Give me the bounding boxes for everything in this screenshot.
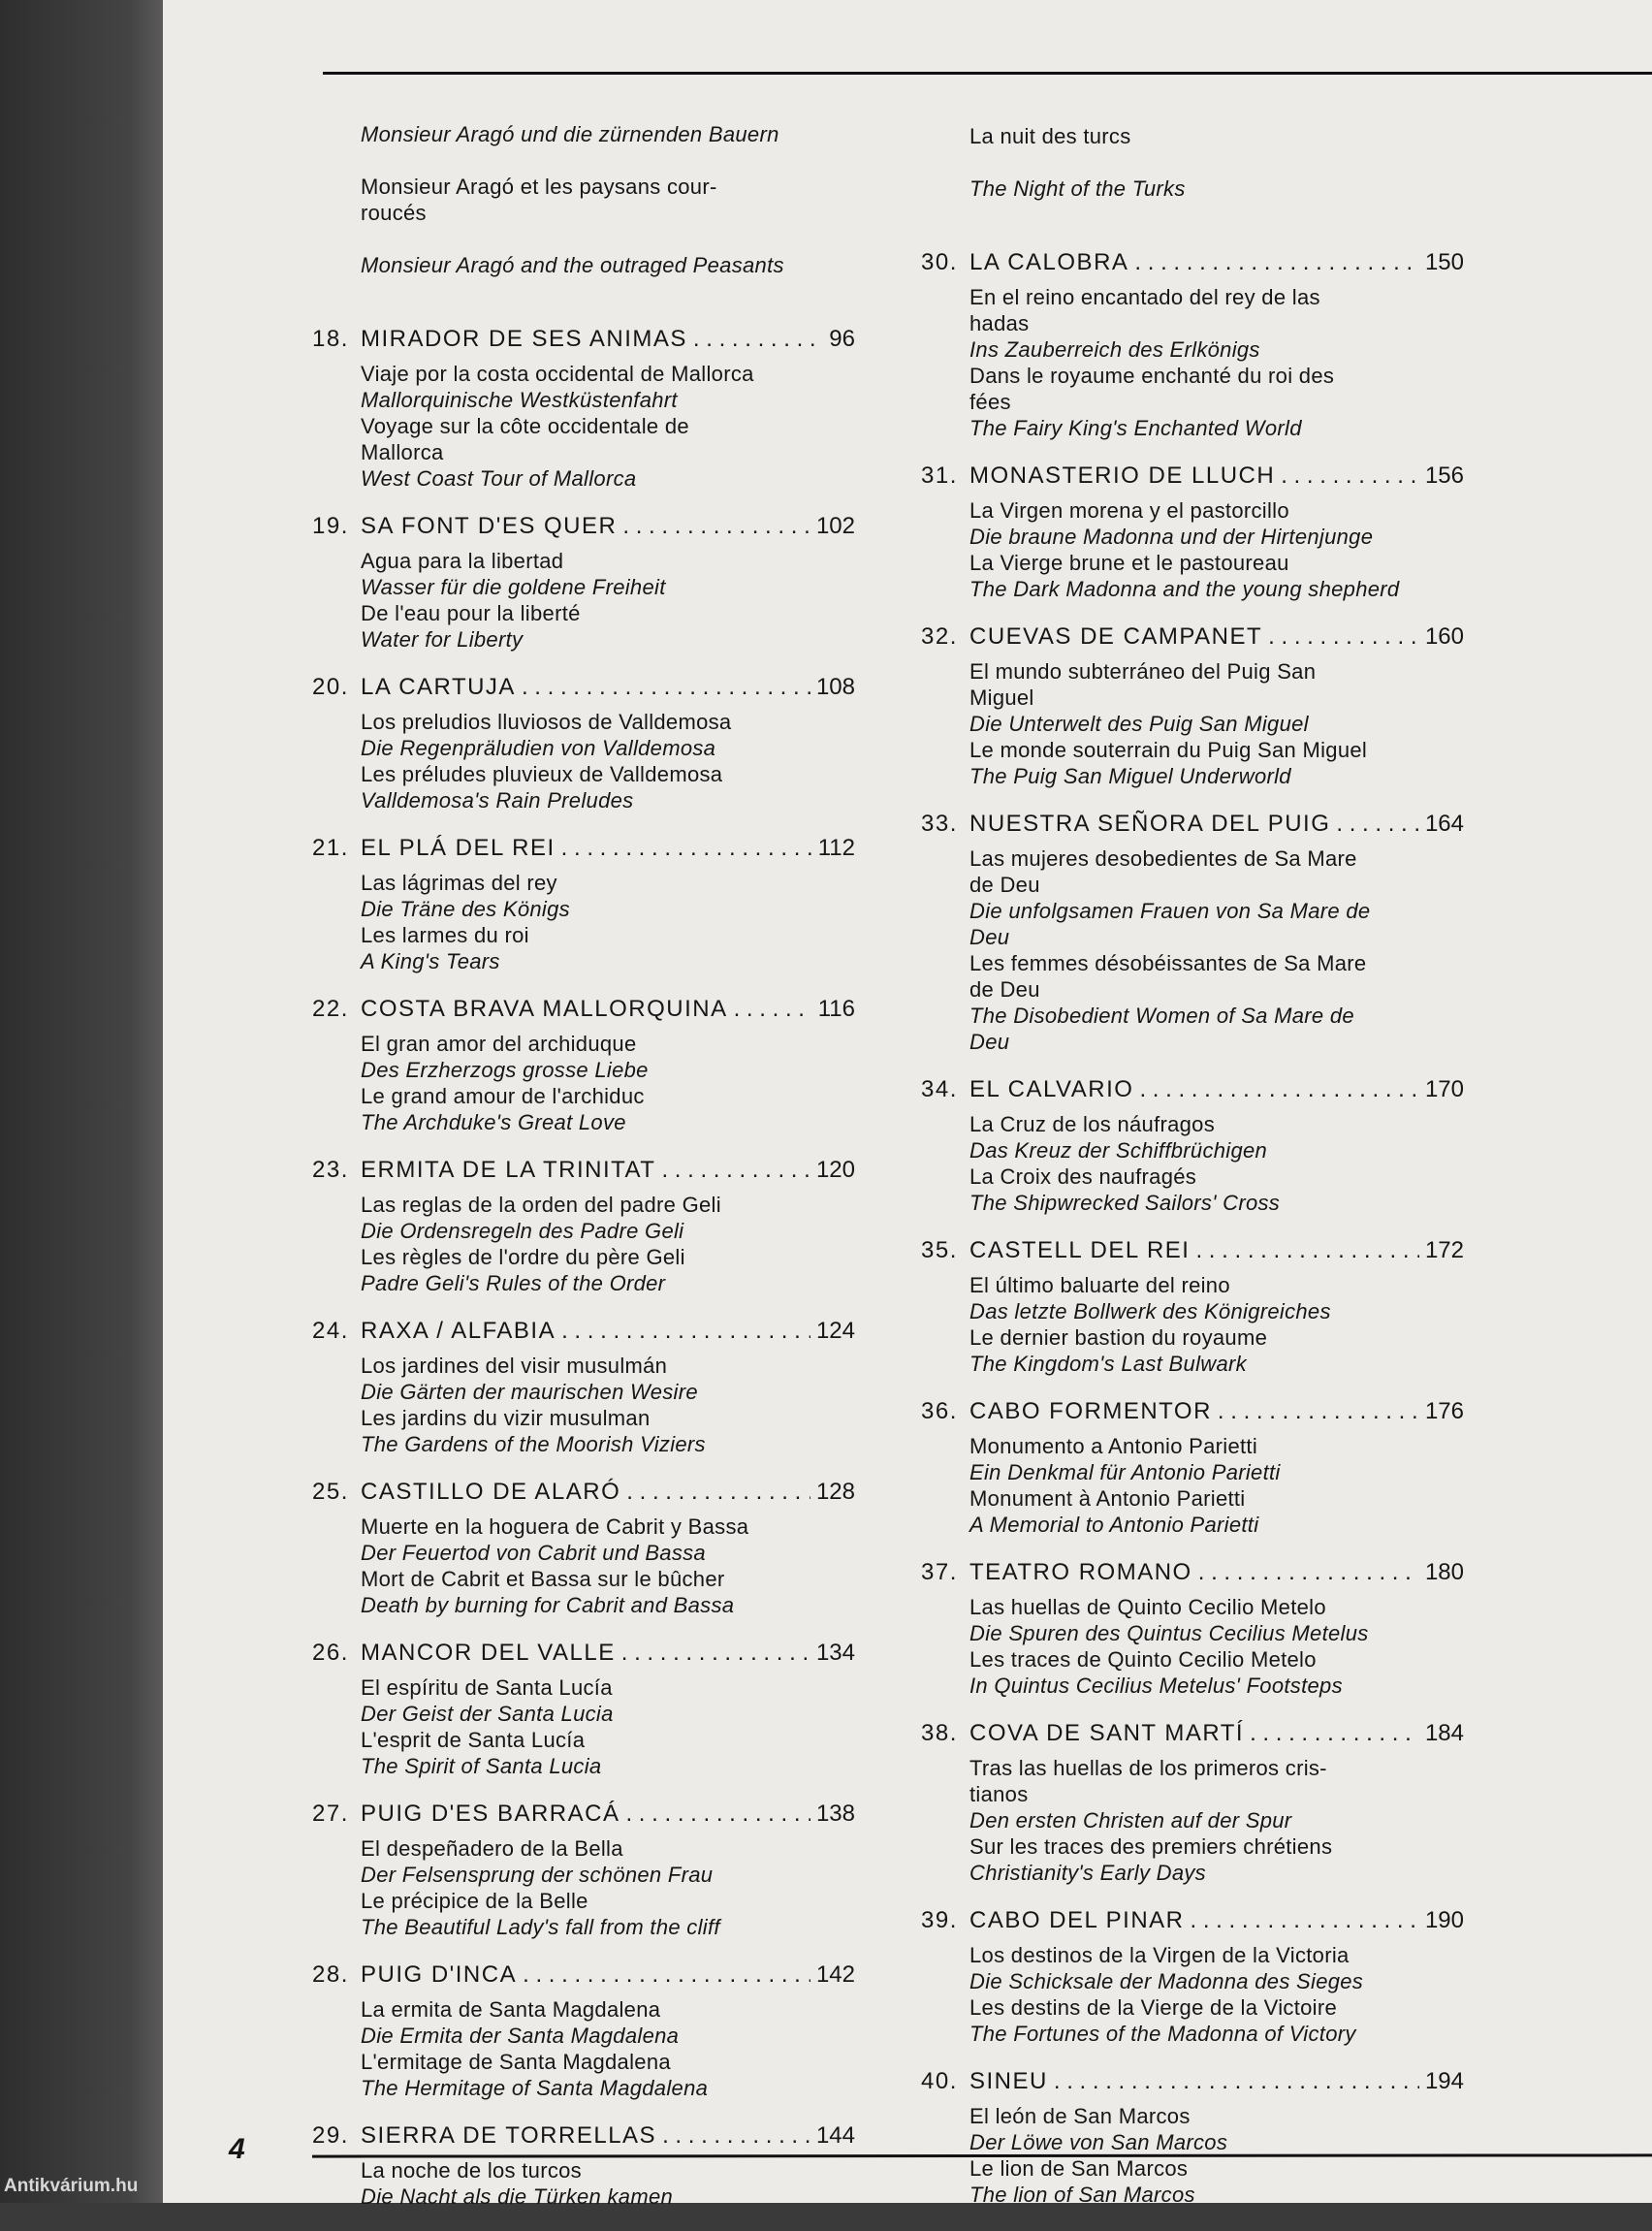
toc-entry (312, 2122, 855, 2210)
toc-entry (921, 811, 1464, 1055)
toc-entry (921, 1720, 1464, 1886)
entry-number: 23. (312, 1157, 349, 1183)
french-subtitle: Le grand amour de l'archiduc (361, 1084, 645, 1108)
english-subtitle: Christianity's Early Days (969, 1861, 1206, 1885)
toc-entry (921, 249, 1464, 441)
entry-page: 190 (1424, 1907, 1464, 1933)
german-subtitle: Die braune Madonna und der Hirtenjunge (969, 525, 1374, 549)
entry-number: 26. (312, 1640, 349, 1666)
toc-entry (921, 2068, 1464, 2208)
english-subtitle: The lion of San Marcos (969, 2183, 1195, 2207)
english-subtitle: The Archduke's Great Love (361, 1110, 626, 1134)
spanish-subtitle: Las lágrimas del rey (361, 871, 557, 895)
french-subtitle: L'ermitage de Santa Magdalena (361, 2050, 671, 2074)
toc-entry (921, 1398, 1464, 1538)
english-subtitle: A King's Tears (361, 949, 500, 973)
spanish-subtitle: Las reglas de la orden del padre Geli (361, 1193, 721, 1217)
english-subtitle: The Puig San Miguel Underworld (969, 764, 1291, 788)
entry-page: 138 (815, 1801, 855, 1827)
french-subtitle: Mort de Cabrit et Bassa sur le bûcher (361, 1567, 725, 1591)
french-subtitle: Sur les traces des premiers chrétiens (969, 1834, 1333, 1859)
leader-dots (522, 674, 810, 701)
entry-page: 156 (1424, 462, 1464, 489)
entry-page: 102 (815, 513, 855, 539)
entry-title: MANCOR DEL VALLE (361, 1640, 616, 1666)
spanish-subtitle: El león de San Marcos (969, 2104, 1191, 2128)
french-subtitle: Monsieur Aragó et les paysans cour- roucés (361, 175, 717, 225)
english-subtitle: The Spirit of Santa Lucia (361, 1754, 602, 1778)
toc-entry (312, 1961, 855, 2101)
english-subtitle: In Quintus Cecilius Metelus' Footsteps (969, 1673, 1343, 1698)
entry-page: 150 (1424, 249, 1464, 275)
spanish-subtitle: Agua para la libertad (361, 549, 564, 573)
leader-dots (662, 2122, 810, 2150)
entry-page: 170 (1424, 1076, 1464, 1102)
entry-page: 108 (815, 674, 855, 700)
leader-dots (734, 996, 812, 1023)
entry-page: 128 (815, 1479, 855, 1505)
spanish-subtitle: El mundo subterráneo del Puig San Miguel (969, 659, 1317, 710)
french-subtitle: Les femmes désobéissantes de Sa Mare de Deu (969, 951, 1367, 1002)
entry-page: 120 (815, 1157, 855, 1183)
entry-number: 31. (921, 462, 958, 489)
entry-title: CABO DEL PINAR (969, 1907, 1185, 1933)
entry-number: 21. (312, 835, 349, 861)
leader-dots (1218, 1398, 1419, 1425)
toc-entry (312, 996, 855, 1135)
watermark: Antikvárium.hu (4, 2176, 139, 2196)
french-subtitle: Les préludes pluvieux de Valldemosa (361, 762, 723, 786)
entry-title: PUIG D'ES BARRACÁ (361, 1801, 620, 1827)
french-subtitle: Le monde souterrain du Puig San Miguel (969, 738, 1368, 762)
leader-dots (1198, 1559, 1419, 1586)
german-subtitle: Des Erzherzogs grosse Liebe (361, 1058, 649, 1082)
leader-dots (693, 326, 823, 353)
entry-page: 184 (1424, 1720, 1464, 1746)
german-subtitle: Die unfolgsamen Frauen von Sa Mare de Deu (969, 899, 1371, 949)
english-subtitle: Monsieur Aragó and the outraged Peasants (361, 253, 784, 277)
french-subtitle: Le précipice de la Belle (361, 1889, 588, 1913)
entry-number: 20. (312, 674, 349, 700)
german-subtitle: Die Nacht als die Türken kamen (361, 2184, 674, 2209)
german-subtitle: Der Geist der Santa Lucia (361, 1702, 614, 1726)
toc-entry (921, 1907, 1464, 2047)
page-number: 4 (229, 2133, 245, 2165)
german-subtitle: Die Gärten der maurischen Wesire (361, 1380, 698, 1404)
entry-title: CASTELL DEL REI (969, 1237, 1191, 1263)
leader-dots (1281, 462, 1419, 490)
entry-number: 24. (312, 1318, 349, 1344)
spanish-subtitle: El gran amor del archiduque (361, 1032, 637, 1056)
leader-dots (1139, 1076, 1419, 1103)
entry-title: CABO FORMENTOR (969, 1398, 1212, 1424)
spanish-subtitle: Los jardines del visir musulmán (361, 1354, 668, 1378)
german-subtitle: Die Regenpräludien von Valldemosa (361, 736, 716, 760)
french-subtitle: Les destins de la Vierge de la Victoire (969, 1995, 1338, 2020)
spanish-subtitle: Tras las huellas de los primeros cris- tianos (969, 1756, 1327, 1806)
german-subtitle: Die Ermita der Santa Magdalena (361, 2024, 680, 2048)
german-subtitle: Die Unterwelt des Puig San Miguel (969, 712, 1309, 736)
toc-entry (921, 623, 1464, 789)
leader-dots (1054, 2068, 1419, 2095)
entry-number: 36. (921, 1398, 958, 1424)
entry-title: ERMITA DE LA TRINITAT (361, 1157, 656, 1183)
toc-entry (921, 1076, 1464, 1216)
french-subtitle: Les traces de Quinto Cecilio Metelo (969, 1647, 1317, 1672)
entry-page: 194 (1424, 2068, 1464, 2094)
leader-dots (1250, 1720, 1419, 1747)
toc-entry (312, 513, 855, 653)
spanish-subtitle: Los destinos de la Virgen de la Victoria (969, 1943, 1350, 1967)
entry-title: SIERRA DE TORRELLAS (361, 2122, 657, 2149)
leader-dots (1134, 249, 1419, 276)
english-subtitle: Valldemosa's Rain Preludes (361, 788, 634, 813)
toc-entry (921, 462, 1464, 602)
entry-number: 19. (312, 513, 349, 539)
leader-dots (621, 1640, 810, 1667)
entry-title: RAXA / ALFABIA (361, 1318, 556, 1344)
leader-dots (1336, 811, 1419, 838)
leader-dots (1195, 1237, 1418, 1264)
french-subtitle: Voyage sur la côte occidentale de Mallorca (361, 414, 689, 464)
german-subtitle: Den ersten Christen auf der Spur (969, 1808, 1292, 1833)
spanish-subtitle: La ermita de Santa Magdalena (361, 1997, 661, 2022)
entry-title: NUESTRA SEÑORA DEL PUIG (969, 811, 1331, 837)
toc-continuation (921, 97, 1464, 228)
scanner-background (0, 0, 163, 2203)
french-subtitle: Les larmes du roi (361, 923, 529, 947)
german-subtitle: Ein Denkmal für Antonio Parietti (969, 1460, 1281, 1484)
toc-entry (312, 1801, 855, 1940)
toc-entry (312, 1318, 855, 1457)
leader-dots (1268, 623, 1419, 651)
english-subtitle: The Kingdom's Last Bulwark (969, 1352, 1247, 1376)
entry-title: MIRADOR DE SES ANIMAS (361, 326, 687, 352)
german-subtitle: Das Kreuz der Schiffbrüchigen (969, 1138, 1268, 1163)
entry-number: 25. (312, 1479, 349, 1505)
spanish-subtitle: El despeñadero de la Bella (361, 1836, 623, 1861)
spanish-subtitle: Monumento a Antonio Parietti (969, 1434, 1258, 1458)
german-subtitle: Der Löwe von San Marcos (969, 2130, 1228, 2154)
french-subtitle: La Croix des naufragés (969, 1164, 1197, 1189)
german-subtitle: Die Träne des Königs (361, 897, 570, 921)
entry-page: 142 (815, 1961, 855, 1988)
entry-number: 27. (312, 1801, 349, 1827)
entry-title: SINEU (969, 2068, 1048, 2094)
entry-page: 164 (1424, 811, 1464, 837)
english-subtitle: The Fairy King's Enchanted World (969, 416, 1302, 440)
leader-dots (626, 1479, 810, 1506)
german-subtitle: Die Ordensregeln des Padre Geli (361, 1219, 684, 1243)
entry-number: 38. (921, 1720, 958, 1746)
french-subtitle: La nuit des turcs (969, 124, 1131, 148)
leader-dots (625, 1801, 810, 1828)
toc-entry (921, 1559, 1464, 1699)
french-subtitle: L'esprit de Santa Lucía (361, 1728, 586, 1752)
entry-page: 176 (1424, 1398, 1464, 1424)
english-subtitle: The Disobedient Women of Sa Mare de Deu (969, 1004, 1354, 1054)
german-subtitle: Der Felsensprung der schönen Frau (361, 1863, 714, 1887)
entry-title: MONASTERIO DE LLUCH (969, 462, 1276, 489)
entry-page: 180 (1424, 1559, 1464, 1585)
french-subtitle: Les règles de l'ordre du père Geli (361, 1245, 685, 1269)
entry-number: 40. (921, 2068, 958, 2094)
french-subtitle: La Vierge brune et le pastoureau (969, 551, 1289, 575)
entry-page: 96 (829, 326, 855, 352)
entry-page: 124 (815, 1318, 855, 1344)
toc-entry (312, 1479, 855, 1618)
entry-page: 112 (817, 835, 855, 861)
english-subtitle: A Memorial to Antonio Parietti (969, 1513, 1259, 1537)
leader-dots (1191, 1907, 1419, 1934)
german-subtitle: Das letzte Bollwerk des Königreiches (969, 1299, 1331, 1323)
french-subtitle: Le lion de San Marcos (969, 2156, 1189, 2181)
toc-entry (312, 674, 855, 813)
german-subtitle: Wasser für die goldene Freiheit (361, 575, 666, 599)
entry-number: 29. (312, 2122, 349, 2149)
entry-title: PUIG D'INCA (361, 1961, 518, 1988)
entry-title: LA CARTUJA (361, 674, 516, 700)
spanish-subtitle: Muerte en la hoguera de Cabrit y Bassa (361, 1514, 749, 1539)
toc-right-column (921, 97, 1464, 2229)
english-subtitle: The Gardens of the Moorish Viziers (361, 1432, 706, 1456)
entry-title: EL PLÁ DEL REI (361, 835, 556, 861)
german-subtitle: Mallorquinische Westküstenfahrt (361, 388, 678, 412)
english-subtitle: The Shipwrecked Sailors' Cross (969, 1191, 1281, 1215)
entry-number: 18. (312, 326, 349, 352)
french-subtitle: Les jardins du vizir musulman (361, 1406, 651, 1430)
english-subtitle: The Hermitage of Santa Magdalena (361, 2076, 709, 2100)
spanish-subtitle: Los preludios lluviosos de Valldemosa (361, 710, 732, 734)
entry-title: LA CALOBRA (969, 249, 1129, 275)
entry-number: 32. (921, 623, 958, 650)
german-subtitle: Der Feuertod von Cabrit und Bassa (361, 1541, 706, 1565)
spanish-subtitle: La Cruz de los náufragos (969, 1112, 1216, 1136)
english-subtitle: West Coast Tour of Mallorca (361, 466, 637, 491)
german-subtitle: Die Spuren des Quintus Cecilius Metelus (969, 1621, 1369, 1645)
entry-title: COVA DE SANT MARTÍ (969, 1720, 1245, 1746)
spanish-subtitle: En el reino encantado del rey de las hadas (969, 285, 1320, 335)
entry-page: 160 (1424, 623, 1464, 650)
toc-left-column (312, 95, 855, 2231)
german-subtitle: Die Schicksale der Madonna des Sieges (969, 1969, 1364, 1993)
english-subtitle: The Dark Madonna and the young shepherd (969, 577, 1400, 601)
toc-entry (312, 1157, 855, 1296)
spanish-subtitle: El último baluarte del reino (969, 1273, 1230, 1297)
entry-page: 172 (1424, 1237, 1464, 1263)
english-subtitle: Death by burning for Cabrit and Bassa (361, 1593, 735, 1617)
entry-number: 33. (921, 811, 958, 837)
leader-dots (561, 835, 812, 862)
spanish-subtitle: Las mujeres desobedientes de Sa Mare de Deu (969, 846, 1357, 897)
spanish-subtitle: Las huellas de Quinto Cecilio Metelo (969, 1595, 1326, 1619)
german-subtitle: Ins Zauberreich des Erlkönigs (969, 337, 1260, 362)
entry-title: EL CALVARIO (969, 1076, 1134, 1102)
toc-entry (921, 1237, 1464, 1377)
toc-entry (312, 835, 855, 974)
leader-dots (561, 1318, 810, 1345)
spanish-subtitle: Viaje por la costa occidental de Mallorca (361, 362, 754, 386)
spanish-subtitle: La Virgen morena y el pastorcillo (969, 498, 1289, 523)
entry-number: 37. (921, 1559, 958, 1585)
entry-number: 39. (921, 1907, 958, 1933)
english-subtitle: The Fortunes of the Madonna of Victory (969, 2022, 1356, 2046)
toc-continuation (312, 95, 855, 304)
spanish-subtitle: La noche de los turcos (361, 2158, 582, 2183)
entry-page: 116 (817, 996, 855, 1022)
entry-page: 144 (815, 2122, 855, 2149)
entry-number: 30. (921, 249, 958, 275)
entry-title: COSTA BRAVA MALLORQUINA (361, 996, 728, 1022)
leader-dots (622, 513, 810, 540)
entry-title: TEATRO ROMANO (969, 1559, 1192, 1585)
english-subtitle: The Beautiful Lady's fall from the cliff (361, 1915, 720, 1939)
top-rule (323, 72, 1652, 75)
french-subtitle: De l'eau pour la liberté (361, 601, 581, 625)
entry-number: 22. (312, 996, 349, 1022)
english-subtitle: Padre Geli's Rules of the Order (361, 1271, 666, 1295)
leader-dots (523, 1961, 810, 1989)
german-subtitle: Monsieur Aragó und die zürnenden Bauern (361, 122, 779, 146)
french-subtitle: Le dernier bastion du royaume (969, 1325, 1268, 1350)
english-subtitle: Water for Liberty (361, 627, 524, 652)
entry-title: SA FONT D'ES QUER (361, 513, 618, 539)
english-subtitle: The Night of the Turks (969, 176, 1186, 201)
toc-entry (312, 326, 855, 492)
entry-page: 134 (815, 1640, 855, 1666)
spanish-subtitle: El espíritu de Santa Lucía (361, 1675, 613, 1700)
leader-dots (661, 1157, 810, 1184)
french-subtitle: Dans le royaume enchanté du roi des fées (969, 364, 1335, 414)
toc-entry (312, 1640, 855, 1779)
entry-title: CUEVAS DE CAMPANET (969, 623, 1263, 650)
entry-title: CASTILLO DE ALARÓ (361, 1479, 621, 1505)
french-subtitle: Monument à Antonio Parietti (969, 1486, 1246, 1511)
entry-number: 28. (312, 1961, 349, 1988)
entry-number: 35. (921, 1237, 958, 1263)
entry-number: 34. (921, 1076, 958, 1102)
